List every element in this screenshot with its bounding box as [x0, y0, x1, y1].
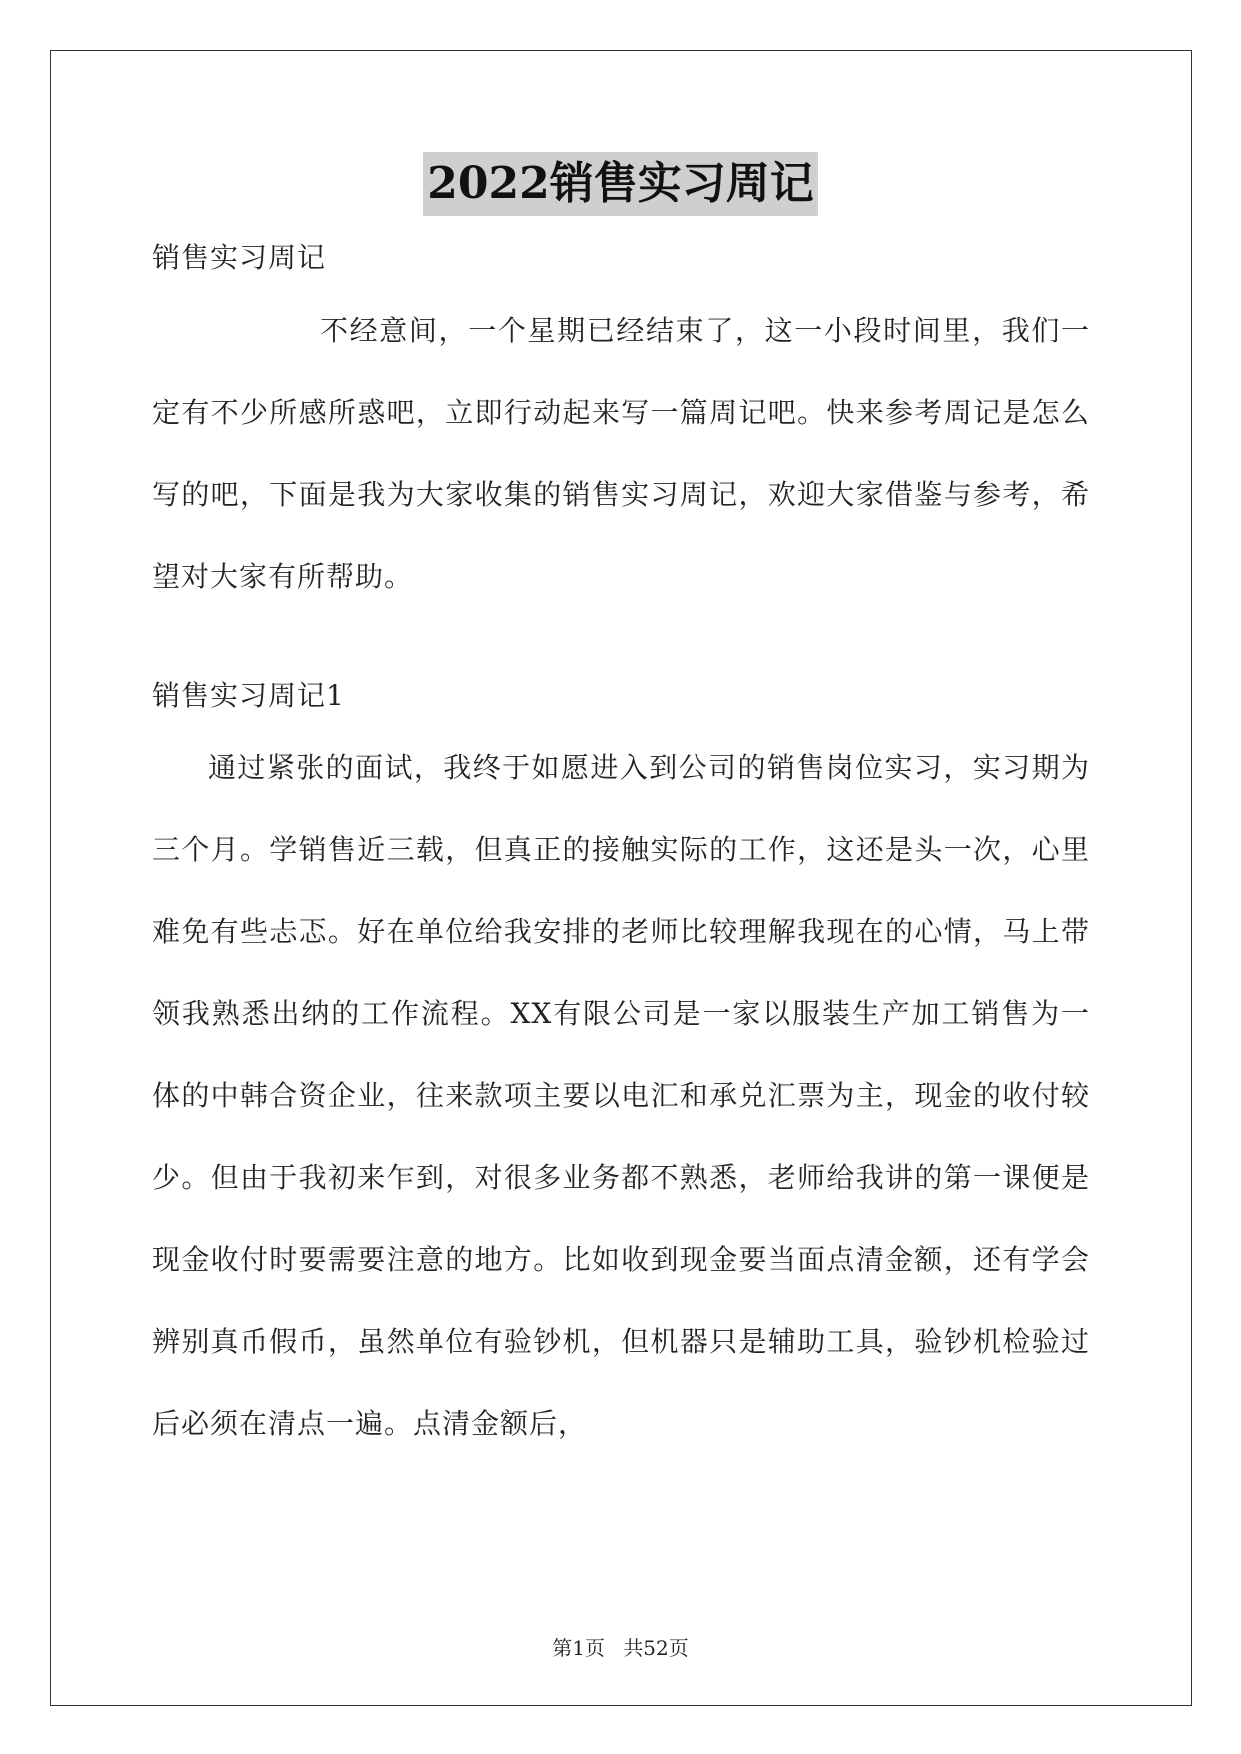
section-heading-intro — [152, 238, 1090, 278]
intro-paragraph-block — [152, 290, 1090, 618]
page-total: 共52页 — [623, 1636, 689, 1660]
body-paragraph-block — [152, 727, 1090, 1465]
section-heading-1 — [152, 676, 1090, 716]
document-title-wrap — [0, 152, 1241, 216]
page-number: 第1页 — [552, 1636, 605, 1660]
intro-paragraph: 不经意间，一个星期已经结束了，这一小段时间里，我们一定有不少所感所惑吧，立即行动起来写一篇周记吧。快来参考周记是怎么写的吧，下面是我为大家收集的销售实习周记，欢迎大家借鉴与参考，希望对大家有所帮助。 — [152, 314, 1090, 593]
section-heading: 销售实习周记1 — [152, 679, 345, 712]
body-paragraph: 通过紧张的面试，我终于如愿进入到公司的销售岗位实习，实习期为三个月。学销售近三载，但真正的接触实际的工作，这还是头一次，心里难免有些忐忑。好在单位给我安排的老师比较理解我现在的心情，马上带领我熟悉出纳的工作流程。XX有限公司是一家以服装生产加工销售为一体的中韩合资企业，往来款项主要以电汇和承兑汇票为主，现金的收付较少。但由于我初来乍到，对很多业务都不熟悉，老师给我讲的第一课便是现金收付时要需要注意的地方。比如收到现金要当面点清金额，还有学会辨别真币假币，虽然单位有验钞机，但机器只是辅助工具，验钞机检验过后必须在清点一遍。点清金额后， — [152, 751, 1090, 1440]
page-footer — [0, 1632, 1241, 1661]
section-heading: 销售实习周记 — [152, 241, 327, 274]
document-title: 2022销售实习周记 — [423, 152, 817, 216]
